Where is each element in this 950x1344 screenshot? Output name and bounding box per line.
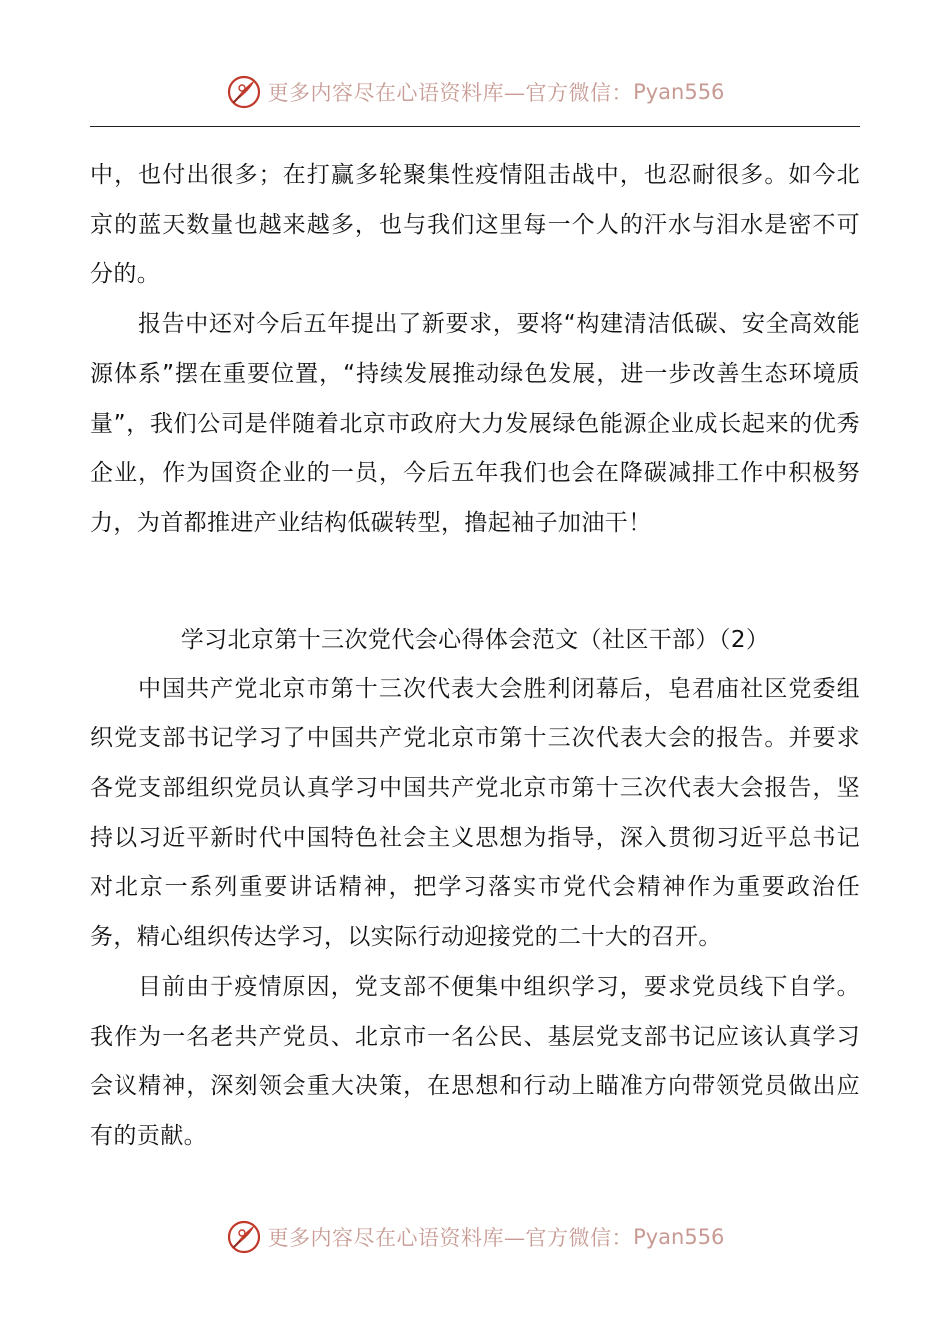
paragraph-2: 报告中还对今后五年提出了新要求，要将“构建清洁低碳、安全高效能源体系”摆在重要位置，“持续发展推动绿色发展，进一步改善生态环境质量”，我们公司是伴随着北京市政府大力发展绿色能源企业成长起来的优秀企业，作为国资企业的一员，今后五年我们也会在降碳减排工作中积极努力，为首都推进产业结构低碳转型，撸起袖子加油干！ [90, 311, 860, 536]
header-banner-text: 更多内容尽在心语资料库—官方微信： [267, 81, 634, 105]
header-divider [90, 126, 860, 127]
footer-wechat-id: Pyan556 [633, 1225, 725, 1249]
section-spacer [90, 549, 860, 615]
paragraph-3: 中国共产党北京市第十三次代表大会胜利闭幕后，皂君庙社区党委组织党支部书记学习了中国共产党北京市第十三次代表大会的报告。并要求各党支部组织党员认真学习中国共产党北京市第十三次代表大会报告，坚持以习近平新时代中国特色社会主义思想为指导，深入贯彻习近平总书记对北京一系列重要讲话精神，把学习落实市党代会精神作为重要政治任务，精心组织传达学习，以实际行动迎接党的二十大的召开。 [90, 675, 860, 951]
header-banner [0, 70, 950, 114]
footer-banner [0, 1215, 950, 1259]
header-wechat-id: Pyan556 [633, 80, 725, 104]
section-title: 学习北京第十三次党代会心得体会范文（社区干部）（2） [180, 626, 770, 653]
quill-pen-logo-icon [226, 74, 262, 110]
quill-pen-logo-icon [226, 1219, 262, 1255]
paragraph-4: 目前由于疫情原因，党支部不便集中组织学习，要求党员线下自学。我作为一名老共产党员、北京市一名公民、基层党支部书记应该认真学习会议精神，深刻领会重大决策，在思想和行动上瞄准方向带领党员做出应有的贡献。 [90, 973, 860, 1149]
document-body [90, 151, 860, 1162]
footer-banner-text: 更多内容尽在心语资料库—官方微信： [267, 1226, 634, 1250]
paragraph-1: 中，也付出很多；在打赢多轮聚集性疫情阻击战中，也忍耐很多。如今北京的蓝天数量也越来越多，也与我们这里每一个人的汗水与泪水是密不可分的。 [90, 162, 860, 288]
